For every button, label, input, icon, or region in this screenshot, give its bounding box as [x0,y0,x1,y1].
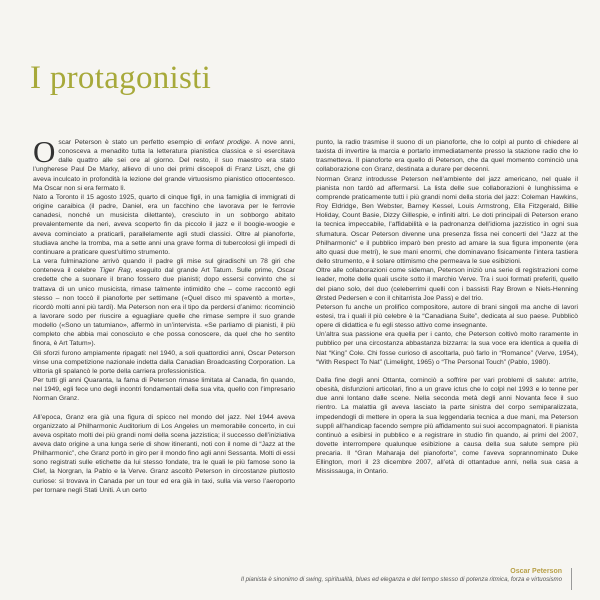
article-paragraph: Peterson fu anche un prolifico compositore, autore di brani singoli ma anche di lavori estesi, tra i quali il più celebre è la “Canadiana Suite”, dedicata al suo paese. Pubblicò opere di didattica e fu egli stesso attivo come insegnante. [316,303,578,330]
credit-caption: Il pianista è sinonimo di swing, spiritualità, blues ed eleganza e del tempo stesso di potenza ritmica, forza e virtuosismo [240,576,562,583]
article-paragraph: Norman Granz introdusse Peterson nell’ambiente del jazz americano, nel quale il pianista non tardò ad affermarsi. La lista delle sue collaborazioni è lunghissima e comprende praticamente tutti i più grandi nomi della storia del jazz: Coleman Hawkins, Roy Eldridge, Ben Webster, Barney Kessel, Louis Armstrong, Ella Fitzgerald, Billie Holiday, Count Basie, Dizzy Gillespie, e infiniti altri. Le doti principali di Peterson erano la tecnica impeccabile, l’affidabilità e la padronanza dell’idioma jazzistico in ogni sua sfumatura. Oscar Peterson divenne una presenza fissa nei concerti del “Jazz at the Philharmonic” e il pubblico imparò ben presto ad amare la sua figura imponente (era alto quasi due metri), le sue mani enormi, che dominavano fisicamente l’intera tastiera dello strumento, e il solare ottimismo che permeava le sue esibizioni. [316,175,578,266]
photo-credit [232,568,562,583]
article-paragraph: Un’altra sua passione era quella per i canto, che Peterson coltivò molto raramente in pubblico per una circostanza abbastanza bizzarra: la sua voce era identica a quella di Nat “King” Cole. Chi fosse curioso di ascoltarla, può farlo in “Romance” (Verve, 1954), “With Respect To Nat” (Limelight, 1965) o “The Personal Touch” (Pablo, 1980). [316,331,578,366]
article-column-right [316,138,578,477]
article-paragraph: Gli sforzi furono ampiamente ripagati: nel 1940, a soli quattordici anni, Oscar Peterson vinse una competizione nazionale indetta dalla Canadian Broadcasting Corporation. La vittoria gli spalancò le porte della carriera professionistica. [33,349,295,375]
article-paragraph [33,257,295,349]
article-paragraph [33,134,295,193]
page-title: I protagonisti [30,60,212,96]
credit-divider [571,568,572,590]
paragraph-text: . A nove anni, conosceva a menadito tutta la letteratura pianistica classica e si esercitava dalle quattro alle sei ore al giorno. Del resto, il suo maestro era stato l’ungherese Paul De Marky, allievo di uno dei primi discepoli di Franz Liszt, che gli aveva inculcato in profondità la lezione del grande virtuosismo pianistico ottocentesco. Ma Oscar non si era fermato lì. [33,139,295,192]
article-paragraph: All’epoca, Granz era già una figura di spicco nel mondo del jazz. Nel 1944 aveva organizzato al Philharmonic Auditorium di Los Angeles un memorabile concerto, in cui aveva ospitato molti dei più grandi nomi della scena jazzistica; il successo dell’iniziativa aveva dato origine a una lunga serie di show itineranti, noti con il nome di “Jazz at the Philharmonic”, che Granz portò in giro per il mondo fino agli anni Sessanta. Molti di essi sono registrati sulle etichette da lui stesso fondate, tra le quali le più famose sono la Clef, la Norgran, la Pablo e la Verve. Granz ascoltò Peterson in circostanze piuttosto curiose: si trovava in Canada per un tour ed era già in taxi, sulla via verso l’aeroporto per tornare negli Stati Uniti. A un certo [33,413,295,494]
article-column-left [33,134,296,495]
paragraph-text: La vera fulminazione arrivò quando il padre gli mise sul giradischi un 78 giri che conteneva il celebre [33,258,295,275]
emphasis-text: enfant prodige [205,139,250,146]
article-paragraph: Per tutti gli anni Quaranta, la fama di Peterson rimase limitata al Canada, fin quando, nel 1949, egli fece uno degli incontri fondamentali della sua vita, quello con l’impresario Norman Granz. [33,377,295,403]
emphasis-text: Tiger Rag [99,267,131,275]
credit-name: Oscar Peterson [510,568,562,575]
article-paragraph: Oltre alle collaborazioni come sideman, Peterson iniziò una serie di registrazioni come leader, molte delle quali uscite sotto il marchio Verve. Tra i suoi formati preferiti, quello del piano solo, del duo (celeberrimi quelli con i bassisti Ray Brown e Niels-Henning Ørsted Pedersen e con il chitarrista Joe Pass) e del trio. [316,267,578,302]
article-paragraph: punto, la radio trasmise il suono di un pianoforte, che lo colpì al punto di chiedere al taxista di invertire la marcia e portarlo immediatamente presso la stazione radio che lo trasmetteva. Il pianoforte era quello di Peterson, che da quel momento cominciò una collaborazione con Granz, destinata a durare per decenni. [316,139,578,174]
article-paragraph: Nato a Toronto il 15 agosto 1925, quarto di cinque figli, in una famiglia di immigrati di origine caraibica (il padre, Daniel, era un facchino che lavorava per le ferrovie canadesi, nonché un musicista dilettante), cresciuto in un sobborgo abitato prevalentemente da neri, aveva scoperto fin da piccolo il jazz e il boogie-woogie e aveva cominciato a praticarli, parallelamente agli studi classici. Oltre al pianoforte, studiava anche la tromba, ma a sette anni una grave forma di tubercolosi gli impedì di continuare a praticare quest’ultimo strumento. [33,193,295,256]
drop-cap: O [33,134,56,169]
article-paragraph: Dalla fine degli anni Ottanta, cominciò a soffrire per vari problemi di salute: artrite, obesità, disfunzioni articolari, fino a un grave ictus che lo colpì nel 1993 e lo tenne per due anni lontano dalle scene. Nella seconda metà degli anni Novanta fece il suo rientro. La malattia gli aveva lasciato la parte sinistra del corpo semiparalizzata, impedendogli di mettere in opera la sua leggendaria tecnica a due mani, ma Peterson supplì all’handicap facendo sempre più affidamento sui suoi accompagnatori. Il pianista continuò a esibirsi in pubblico e a registrare in studio fin quando, ai primi del 2007, dovette interrompere qualunque esibizione a causa della sua salute sempre più precaria. Il “Gran Maharaja del pianoforte”, come l’aveva soprannominato Duke Ellington, morì il 23 dicembre 2007, all’età di ottantadue anni, nella sua casa a Mississauga, in Ontario. [316,376,578,476]
paragraph-text: , eseguito dal grande Art Tatum. Sulle prime, Oscar credette che a suonare il brano fossero due pianisti; dopo essersi convinto che si trattava di un unico musicista, rimase talmente intimidito che – come raccontò egli stesso – non toccò il pianoforte per settimane («Quel disco mi spaventò a morte», ricordò molti anni più tardi). Ma Peterson non era il tipo da perdersi d’animo: ricominciò a lavorare sodo per riuscire a eguagliare quelle che rimase sempre il suo grande modello («Sono un tatumiano», affermò in un’intervista. «Se parliamo di pianisti, il più completo che abbia mai conosciuto e che possa conoscere, da quel che ho sentito finora, è Art Tatum»). [33,267,296,348]
paragraph-text: scar Peterson è stato un perfetto esempio di [58,139,206,146]
